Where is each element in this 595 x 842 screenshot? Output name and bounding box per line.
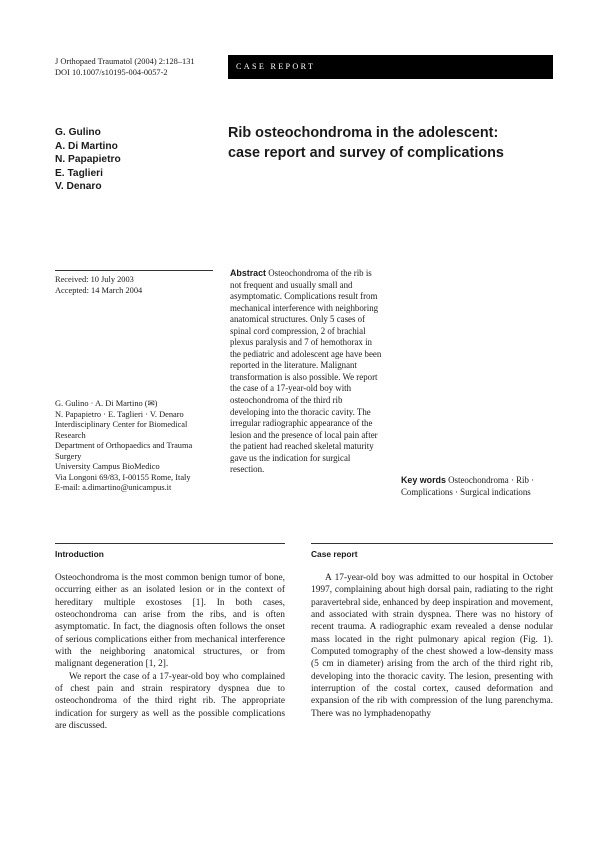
affiliation-line: University Campus BioMedico <box>55 462 160 471</box>
keywords-label: Key words <box>401 475 446 485</box>
affiliation-line: Via Longoni 69/83, I-00155 Rome, Italy <box>55 472 191 482</box>
author-list <box>55 126 121 194</box>
affiliation-line: G. Gulino · A. Di Martino (✉) <box>55 399 158 408</box>
keywords <box>401 475 561 498</box>
journal-reference: J Orthopaed Traumatol (2004) 2:128–131 <box>55 57 195 66</box>
introduction-body <box>55 572 285 732</box>
affiliation-line: N. Papapietro · E. Taglieri · V. Denaro <box>55 409 184 419</box>
body-paragraph: A 17-year-old boy was admitted to our hospital in October 1997, complaining about high dorsal pain, radiating to the right paravertebral side, enhanced by deep inspiration and movement, and associated with strain dyspnea. There was no history of recent trauma. A radiographic exam revealed a dense nodular mass located in the right pulmonary apical region (Fig. 1). Computed tomography of the chest showed a low-density mass (5 cm in diameter) arising from the arch of the third right rib, developing into the thoracic cavity. The lesion, presenting with interruption of the costal cortex, caused deformation and expansion of the rib with compression of the lung parenchyma. There was no lymphadenopathy <box>311 573 553 719</box>
case-report-body <box>311 572 553 720</box>
author-name: N. Papapietro <box>55 154 121 166</box>
article-dates <box>55 275 142 297</box>
abstract-label: Abstract <box>230 268 267 278</box>
introduction-heading: Introduction <box>55 549 104 559</box>
author-name: V. Denaro <box>55 181 102 193</box>
article-title <box>228 124 568 163</box>
affiliation-line: Surgery <box>55 451 82 461</box>
abstract <box>230 268 382 476</box>
received-date: Received: 10 July 2003 <box>55 275 134 284</box>
article-type-banner: CASE REPORT <box>228 55 553 79</box>
doi: DOI 10.1007/s10195-004-0057-2 <box>55 67 168 77</box>
body-paragraph: We report the case of a 17-year-old boy who complained of chest pain and strain respiratory dyspnea due to osteochondroma of the third right rib. The appropriate indication for surgery as well as the possible complications are discussed. <box>55 671 285 732</box>
abstract-text: Osteochondroma of the rib is not frequent and usually small and asymptomatic. Complications result from mechanical interference with neighboring anatomical structures. Only 5 cases of spinal cord compression, 2 of brachial plexus paralysis and 7 of hemothorax in the pediatric and adolescent age have been reported in the literature. Malignant transformation is also possible. We report the case of a 17-year-old boy with osteochondroma of the third rib developing into the thoracic cavity. The irregular radiographic appearance of the lesion and the presence of local pain after the patient had reached skeletal maturity gave us the indication for surgical resection. <box>230 268 382 475</box>
journal-citation <box>55 57 195 78</box>
affiliation-line: Interdisciplinary Center for Biomedical <box>55 420 188 429</box>
introduction-divider <box>55 543 285 544</box>
keywords-text: Osteochondroma · Rib · Complications · Surgical indications <box>401 475 535 497</box>
author-name: A. Di Martino <box>55 140 118 152</box>
affiliation-line: Department of Orthopaedics and Trauma <box>55 441 193 450</box>
title-line: Rib osteochondroma in the adolescent: <box>228 125 499 141</box>
case-report-heading: Case report <box>311 549 358 559</box>
accepted-date: Accepted: 14 March 2004 <box>55 285 143 295</box>
affiliation-line: Research <box>55 430 86 440</box>
author-name: G. Gulino <box>55 127 101 138</box>
author-name: E. Taglieri <box>55 167 103 179</box>
title-line: case report and survey of complications <box>228 144 504 161</box>
dates-divider <box>55 270 213 271</box>
author-affiliation <box>55 399 215 494</box>
case-report-divider <box>311 543 553 544</box>
body-paragraph: Osteochondroma is the most common benign tumor of bone, occurring either as an isolated lesion or in the context of hereditary multiple exostoses [1]. In both cases, osteochondroma can arise from the ribs, and is often asymptomatic. In fact, the diagnosis often follows the onset of serious complications either from mechanical interference with the neighboring anatomical structures, or from malignant degeneration [1, 2]. <box>55 573 285 670</box>
email-address: E-mail: a.dimartino@unicampus.it <box>55 483 172 492</box>
